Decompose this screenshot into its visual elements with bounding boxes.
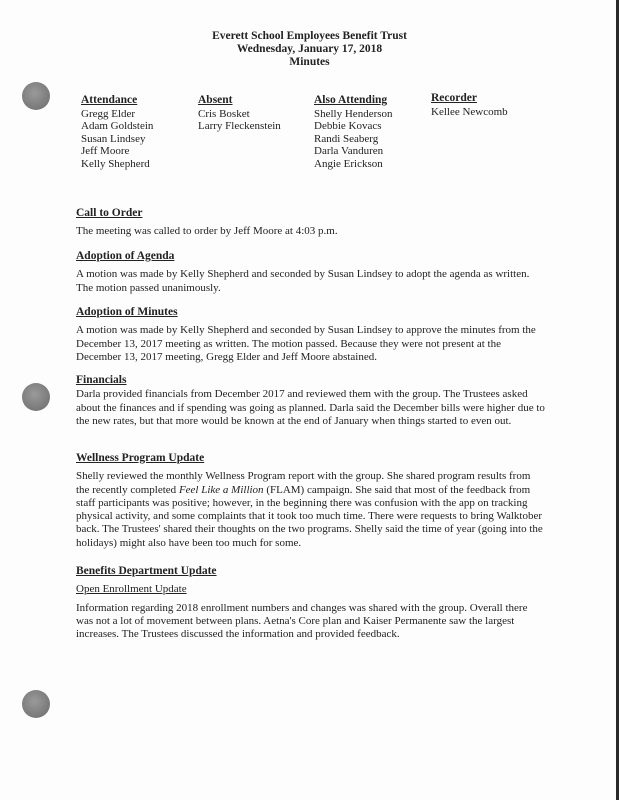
also-attending-heading: Also Attending	[314, 94, 388, 106]
section-title: Call to Order	[76, 207, 143, 219]
guest-name: Shelly Henderson	[314, 107, 393, 120]
adoption-of-minutes-section	[76, 306, 546, 364]
section-title: Benefits Department Update	[76, 565, 217, 577]
also-attending-column	[314, 94, 393, 170]
call-to-order-section	[76, 207, 546, 239]
attendance-column	[81, 94, 153, 170]
section-body	[76, 470, 546, 550]
binder-hole	[22, 383, 50, 411]
section-title: Financials	[76, 374, 127, 386]
section-text: (FLAM) campaign. She said that most of the feedback from staff participants was positive; however, in the beginning there was confusion with the app on tracking physical activity, and some complaints that it took too much time. There were requests to bring Walktober back. The Trustees' shared their thoughts on the two programs. Shelly said the time of year (going into the holidays) might also have been too much for some.	[76, 483, 543, 549]
guest-name: Randi Seaberg	[314, 132, 379, 145]
attendee-name: Adam Goldstein	[81, 120, 154, 132]
org-name: Everett School Employees Benefit Trust	[212, 30, 407, 42]
campaign-name: Feel Like a Million	[178, 483, 264, 496]
recorder-column	[431, 92, 508, 118]
section-body: The meeting was called to order by Jeff Moore at 4:03 p.m.	[76, 225, 338, 238]
section-body: A motion was made by Kelly Shepherd and seconded by Susan Lindsey to approve the minutes from the December 13, 2017 meeting as written. The motion passed. Because they were not present at the December 13, 2017 meeting, Gregg Elder and Jeff Moore abstained.	[76, 324, 536, 363]
absent-heading: Absent	[198, 94, 233, 106]
guest-name: Debbie Kovacs	[314, 120, 382, 132]
subsection-title: Open Enrollment Update	[76, 583, 187, 596]
section-text: Shelly reviewed the monthly Wellness Program report with the group. She shared program results from the recently completed	[76, 470, 531, 496]
attendee-name: Jeff Moore	[81, 145, 130, 157]
financials-section	[76, 374, 546, 428]
section-title: Adoption of Agenda	[76, 250, 175, 262]
section-body: Darla provided financials from December 2017 and reviewed them with the group. The Trustees asked about the finances and if spending was going as planned. Darla said the December bills were higher due to the new rates, but that more would be known at the end of January when things started to even out.	[76, 388, 545, 427]
attendee-name: Kelly Shepherd	[81, 157, 150, 170]
binder-hole	[22, 82, 50, 110]
meeting-date: Wednesday, January 17, 2018	[236, 43, 383, 55]
section-title: Adoption of Minutes	[76, 306, 178, 318]
recorder-name: Kellee Newcomb	[431, 105, 508, 118]
section-body: A motion was made by Kelly Shepherd and seconded by Susan Lindsey to adopt the agenda as written. The motion passed unanimously.	[76, 268, 530, 294]
section-title: Wellness Program Update	[76, 452, 205, 464]
attendee-name: Gregg Elder	[81, 107, 136, 120]
absent-column	[198, 94, 281, 133]
binder-hole	[22, 690, 50, 718]
guest-name: Darla Vanduren	[314, 145, 384, 157]
wellness-program-section	[76, 452, 546, 550]
section-body: Information regarding 2018 enrollment numbers and changes was shared with the group. Overall there was not a lot of movement between plans. Aetna's Core plan and Kaiser Permanente saw the largest increases. The Trustees discussed the information and provided feedback.	[76, 601, 528, 641]
attendance-heading: Attendance	[81, 94, 138, 106]
absent-name: Larry Fleckenstein	[198, 120, 281, 132]
guest-name: Angie Erickson	[314, 157, 383, 170]
recorder-heading: Recorder	[431, 92, 477, 104]
document-header	[0, 30, 619, 69]
attendee-name: Susan Lindsey	[81, 132, 146, 145]
adoption-of-agenda-section	[76, 250, 546, 295]
absent-name: Cris Bosket	[198, 107, 250, 120]
document-type: Minutes	[289, 56, 330, 68]
benefits-department-section	[76, 565, 546, 641]
